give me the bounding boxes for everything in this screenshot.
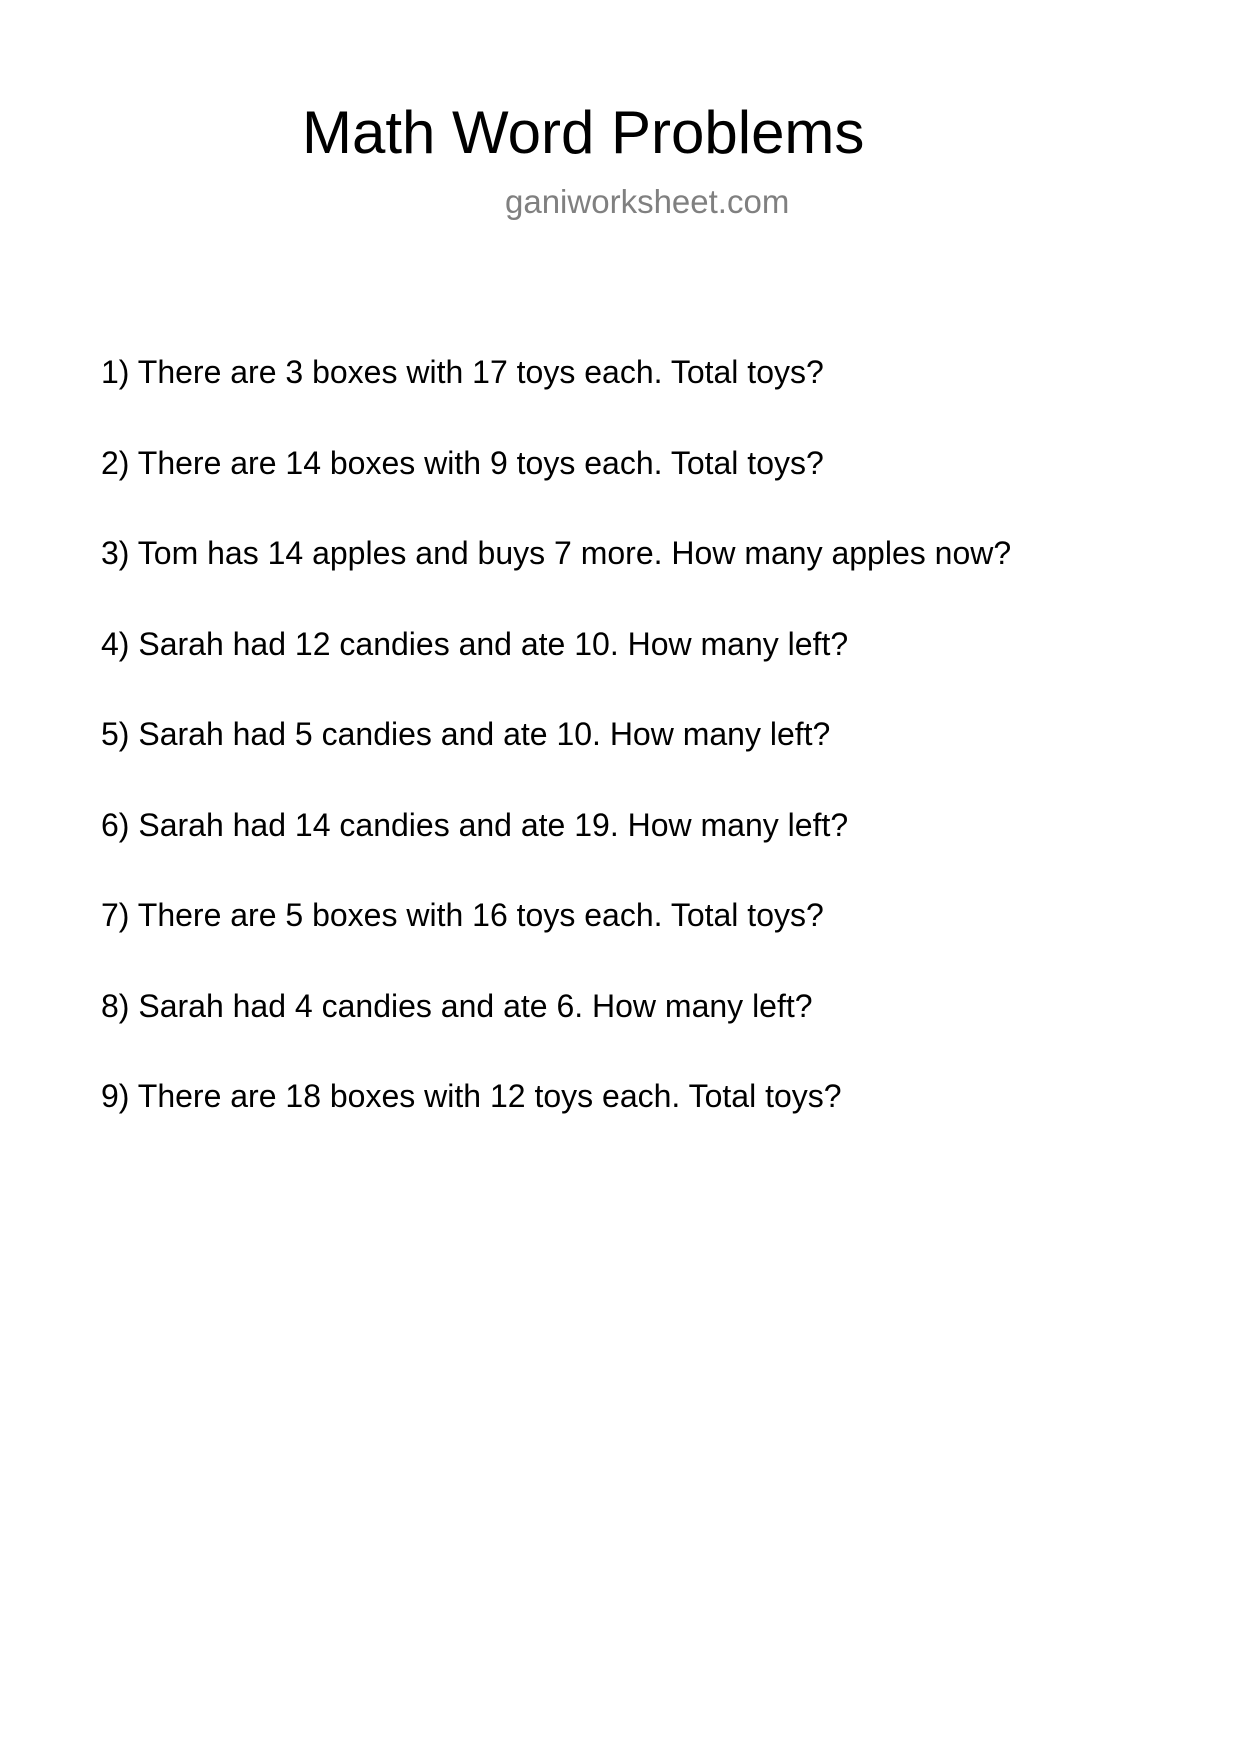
problem-item: 7) There are 5 boxes with 16 toys each. Total toys? bbox=[101, 897, 824, 933]
worksheet-title: Math Word Problems bbox=[302, 99, 865, 166]
problem-item: 1) There are 3 boxes with 17 toys each. Total toys? bbox=[101, 354, 824, 390]
problem-item: 2) There are 14 boxes with 9 toys each. Total toys? bbox=[101, 444, 824, 481]
problem-list bbox=[101, 352, 1011, 1167]
problem-item: 9) There are 18 boxes with 12 toys each. Total toys? bbox=[101, 1078, 842, 1114]
problem-item: 6) Sarah had 14 candies and ate 19. How many left? bbox=[101, 806, 849, 843]
problem-item: 5) Sarah had 5 candies and ate 10. How many left? bbox=[101, 716, 831, 752]
problem-item: 3) Tom has 14 apples and buys 7 more. How many apples now? bbox=[101, 535, 1012, 571]
website-label: ganiworksheet.com bbox=[505, 183, 790, 220]
problem-item: 8) Sarah had 4 candies and ate 6. How many left? bbox=[101, 987, 813, 1024]
problem-item: 4) Sarah had 12 candies and ate 10. How many left? bbox=[101, 625, 849, 662]
